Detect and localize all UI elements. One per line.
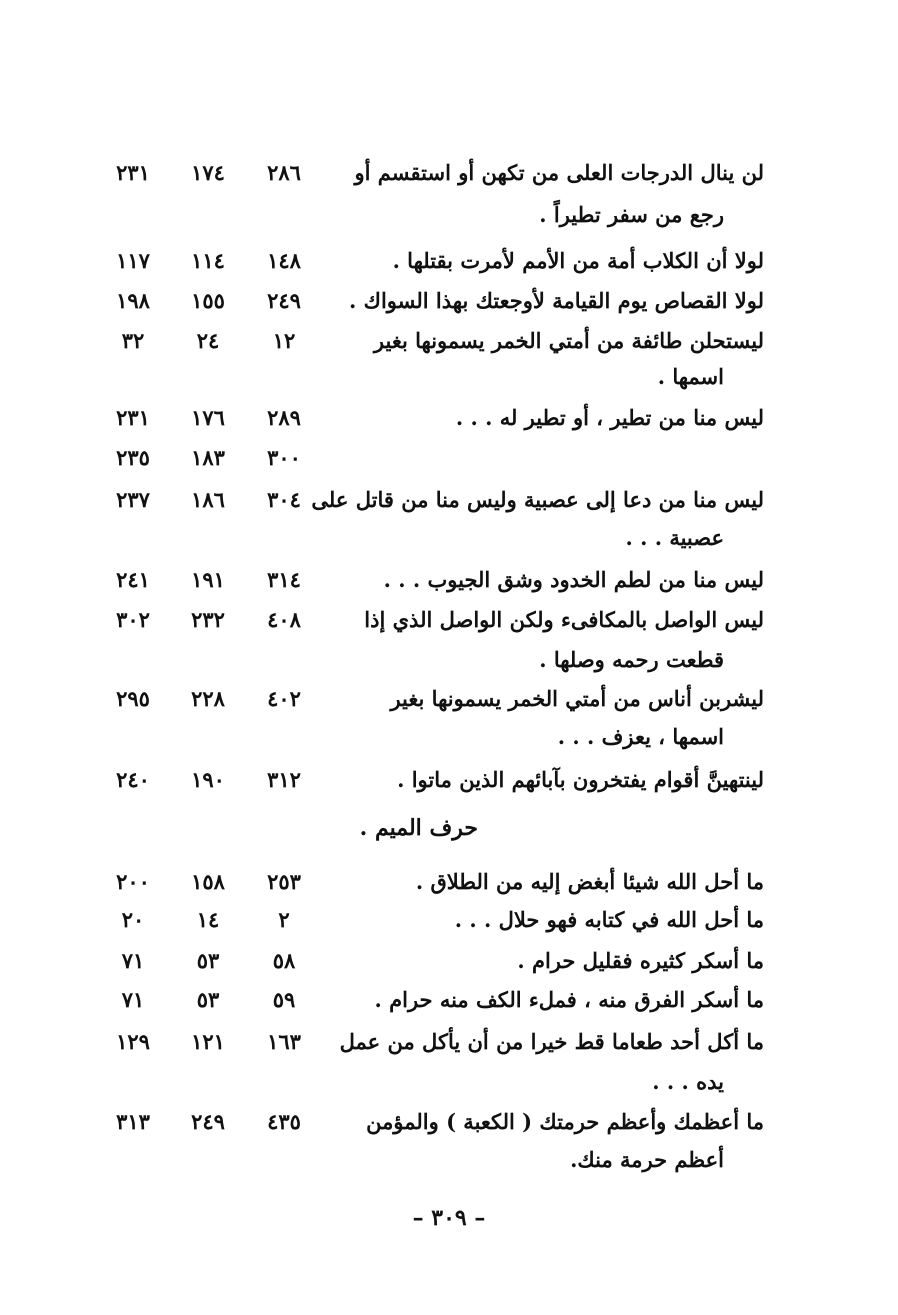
- ref-number-2: ١٢١: [191, 1029, 225, 1054]
- index-entry: [0, 321, 898, 361]
- ref-number-1: ١٢: [272, 328, 296, 353]
- ref-number-2: ٥٣: [196, 987, 220, 1012]
- index-entry: [0, 438, 898, 478]
- ref-number-1: ٢: [278, 907, 290, 932]
- entry-text: ليس منا من لطم الخدود وشق الجيوب . . .: [383, 567, 764, 592]
- index-entry-continuation: [0, 195, 898, 235]
- entry-text-continuation: أعظم حرمة منك.: [570, 1147, 724, 1172]
- index-entry: [0, 600, 898, 640]
- ref-number-2: ٢٤٩: [191, 1109, 225, 1134]
- index-entry-continuation: [0, 1140, 898, 1180]
- ref-number-3: ٣١٣: [116, 1109, 150, 1134]
- ref-number-2: ٥٣: [196, 948, 220, 973]
- index-entry: [0, 862, 898, 902]
- ref-number-2: ١٩١: [191, 567, 225, 592]
- entry-text: لن ينال الدرجات العلى من تكهن أو استقسم أو: [354, 160, 764, 185]
- ref-number-3: ٢٤١: [116, 567, 150, 592]
- ref-number-3: ٧١: [121, 987, 145, 1012]
- ref-number-3: ٢٠: [121, 907, 145, 932]
- entry-text: لولا أن الكلاب أمة من الأمم لأمرت بقتلها .: [392, 248, 764, 273]
- ref-number-1: ٣٠٤: [267, 487, 301, 512]
- entry-text: ما أعظمك وأعظم حرمتك ( الكعبة ) والمؤمن: [366, 1109, 764, 1134]
- index-entry: [0, 760, 898, 800]
- ref-number-3: ٢٣١: [116, 405, 150, 430]
- ref-number-1: ٣٠٠: [267, 445, 301, 470]
- index-entry-continuation: [0, 518, 898, 558]
- ref-number-1: ١٦٣: [267, 1029, 301, 1054]
- ref-number-2: ١٧٦: [191, 405, 225, 430]
- index-entry: [0, 679, 898, 719]
- ref-number-1: ٢٨٩: [267, 405, 301, 430]
- ref-number-3: ٢٠٠: [116, 869, 150, 894]
- index-entry: [0, 241, 898, 281]
- ref-number-1: ٣١٢: [267, 767, 301, 792]
- ref-number-2: ١٨٣: [191, 445, 225, 470]
- ref-number-2: ٢٣٢: [191, 607, 225, 632]
- entry-text: ما أحل الله في كتابه فهو حلال . . .: [454, 907, 764, 932]
- entry-text-continuation: اسمها .: [657, 364, 724, 389]
- section-heading: حرف الميم .: [359, 815, 478, 841]
- index-entry: [0, 153, 898, 193]
- ref-number-3: ١١٧: [116, 248, 150, 273]
- ref-number-2: ١٥٥: [191, 288, 225, 313]
- entry-text: ليس منا من تطير ، أو تطير له . . .: [455, 405, 764, 430]
- index-entry: [0, 480, 898, 520]
- entry-text: ليشربن أناس من أمتي الخمر يسمونها بغير: [390, 686, 764, 711]
- ref-number-3: ٣٢: [121, 328, 145, 353]
- ref-number-1: ٤٣٥: [267, 1109, 301, 1134]
- index-entry: [0, 281, 898, 321]
- index-entry: [0, 1102, 898, 1142]
- entry-text-continuation: اسمها ، يعزف . . .: [557, 724, 724, 749]
- index-entry: [0, 560, 898, 600]
- ref-number-3: ٢٩٥: [116, 686, 150, 711]
- entry-text: ما أحل الله شيئا أبغض إليه من الطلاق .: [415, 869, 764, 894]
- ref-number-1: ٢٥٣: [267, 869, 301, 894]
- entry-text-continuation: رجع من سفر تطيراً .: [539, 202, 724, 227]
- entry-text: ليس منا من دعا إلى عصبية وليس منا من قاتل على: [311, 487, 764, 512]
- ref-number-2: ١٤: [196, 907, 220, 932]
- ref-number-1: ٥٩: [272, 987, 296, 1012]
- ref-number-1: ٢٤٩: [267, 288, 301, 313]
- index-entry: [0, 900, 898, 940]
- index-entry-continuation: [0, 357, 898, 397]
- ref-number-3: ١٢٩: [116, 1029, 150, 1054]
- ref-number-1: ٤٠٨: [267, 607, 301, 632]
- ref-number-3: ٣٠٢: [116, 607, 150, 632]
- ref-number-3: ٢٣٧: [116, 487, 150, 512]
- index-entry: [0, 980, 898, 1020]
- ref-number-3: ١٩٨: [116, 288, 150, 313]
- entry-text-continuation: عصبية . . .: [625, 525, 724, 550]
- ref-number-3: ٢٣٥: [116, 445, 150, 470]
- entry-text-continuation: يده . . .: [652, 1069, 724, 1094]
- index-entry: [0, 398, 898, 438]
- entry-text: ليس الواصل بالمكافىء ولكن الواصل الذي إذا: [364, 607, 764, 632]
- ref-number-1: ٥٨: [272, 948, 296, 973]
- index-entry-continuation: [0, 640, 898, 680]
- ref-number-1: ٢٨٦: [267, 160, 301, 185]
- index-entry-continuation: [0, 717, 898, 757]
- entry-text: لينتهينَّ أقوام يفتخرون بآبائهم الذين ماتوا .: [397, 767, 764, 792]
- ref-number-3: ٧١: [121, 948, 145, 973]
- entry-text: ما أكل أحد طعاما قط خيرا من أن يأكل من عمل: [339, 1029, 764, 1054]
- page-number: – ٣٠٩ –: [412, 1205, 486, 1231]
- ref-number-2: ٢٢٨: [191, 686, 225, 711]
- ref-number-1: ٤٠٢: [267, 686, 301, 711]
- ref-number-1: ١٤٨: [267, 248, 301, 273]
- index-entry: [0, 1022, 898, 1062]
- ref-number-2: ١١٤: [191, 248, 225, 273]
- entry-text: لولا القصاص يوم القيامة لأوجعتك بهذا السواك .: [349, 288, 764, 313]
- entry-text-continuation: قطعت رحمه وصلها .: [539, 647, 724, 672]
- entry-text: ما أسكر الفرق منه ، فملء الكف منه حرام .: [374, 987, 764, 1012]
- entry-text: ما أسكر كثيره فقليل حرام .: [517, 948, 764, 973]
- ref-number-3: ٢٣١: [116, 160, 150, 185]
- ref-number-2: ١٥٨: [191, 869, 225, 894]
- ref-number-2: ٢٤: [196, 328, 220, 353]
- ref-number-1: ٣١٤: [267, 567, 301, 592]
- ref-number-2: ١٩٠: [191, 767, 225, 792]
- ref-number-2: ١٨٦: [191, 487, 225, 512]
- entry-text: ليستحلن طائفة من أمتي الخمر يسمونها بغير: [373, 328, 764, 353]
- ref-number-3: ٢٤٠: [116, 767, 150, 792]
- index-entry: [0, 941, 898, 981]
- index-entry-continuation: [0, 1062, 898, 1102]
- ref-number-2: ١٧٤: [191, 160, 225, 185]
